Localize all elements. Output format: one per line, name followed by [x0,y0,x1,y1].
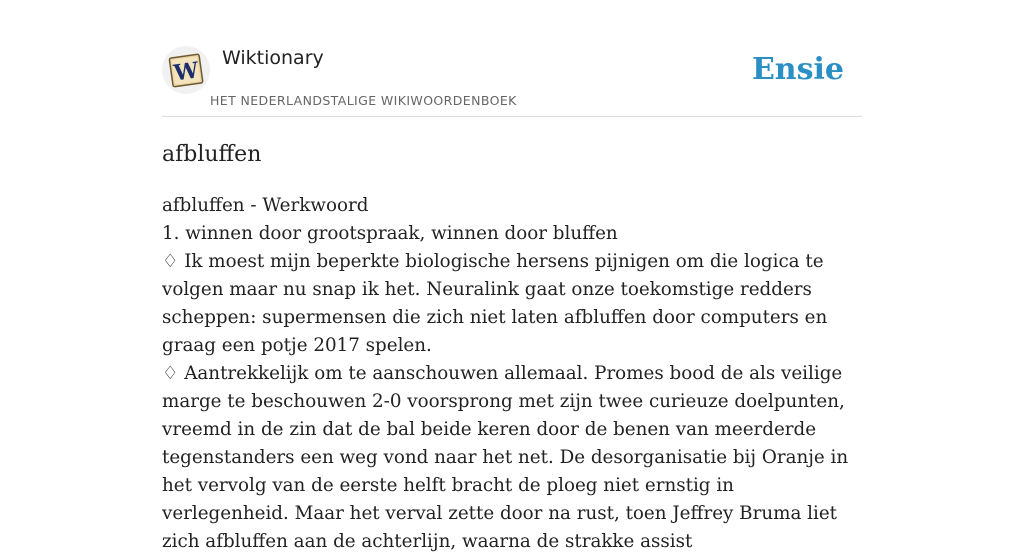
ensie-brand-link[interactable]: Ensie [751,52,844,87]
entry-content [162,192,862,556]
wiktionary-logo-icon[interactable] [162,46,210,94]
site-name[interactable]: Wiktionary [222,47,324,69]
svg-text:W: W [172,57,201,87]
entry-definition: 1. winnen door grootspraak, winnen door bluffen [162,223,618,244]
page-title: afbluffen [162,142,262,167]
site-header [162,40,862,117]
site-tagline: HET NEDERLANDSTALIGE WIKIWOORDENBOEK [210,93,517,108]
example-sentence-2: ♢ Aantrekkelijk om te aanschouwen allemaal. Promes bood de als veilige marge te beschouwen 2-0 voorsprong met zijn twee curieuze doelpunten, vreemd in de zin dat de bal beide keren door de benen van meerderde tegenstanders een weg vond naar het net. De desorganisatie bij Oranje in het vervolg van de eerste helft bracht de ploeg niet ernstig in verlegenheid. Maar het verval zette door na rust, toen Jeffrey Bruma liet zich afbluffen aan de achterlijn, waarna de strakke assist [162,363,849,552]
entry-heading: afbluffen - Werkwoord [162,195,369,216]
example-sentence-1: ♢ Ik moest mijn beperkte biologische hersens pijnigen om die logica te volgen maar nu snap ik het. Neuralink gaat onze toekomstige redders scheppen: supermensen die zich niet laten afbluffen door computers en graag een potje 2017 spelen. [162,251,828,356]
